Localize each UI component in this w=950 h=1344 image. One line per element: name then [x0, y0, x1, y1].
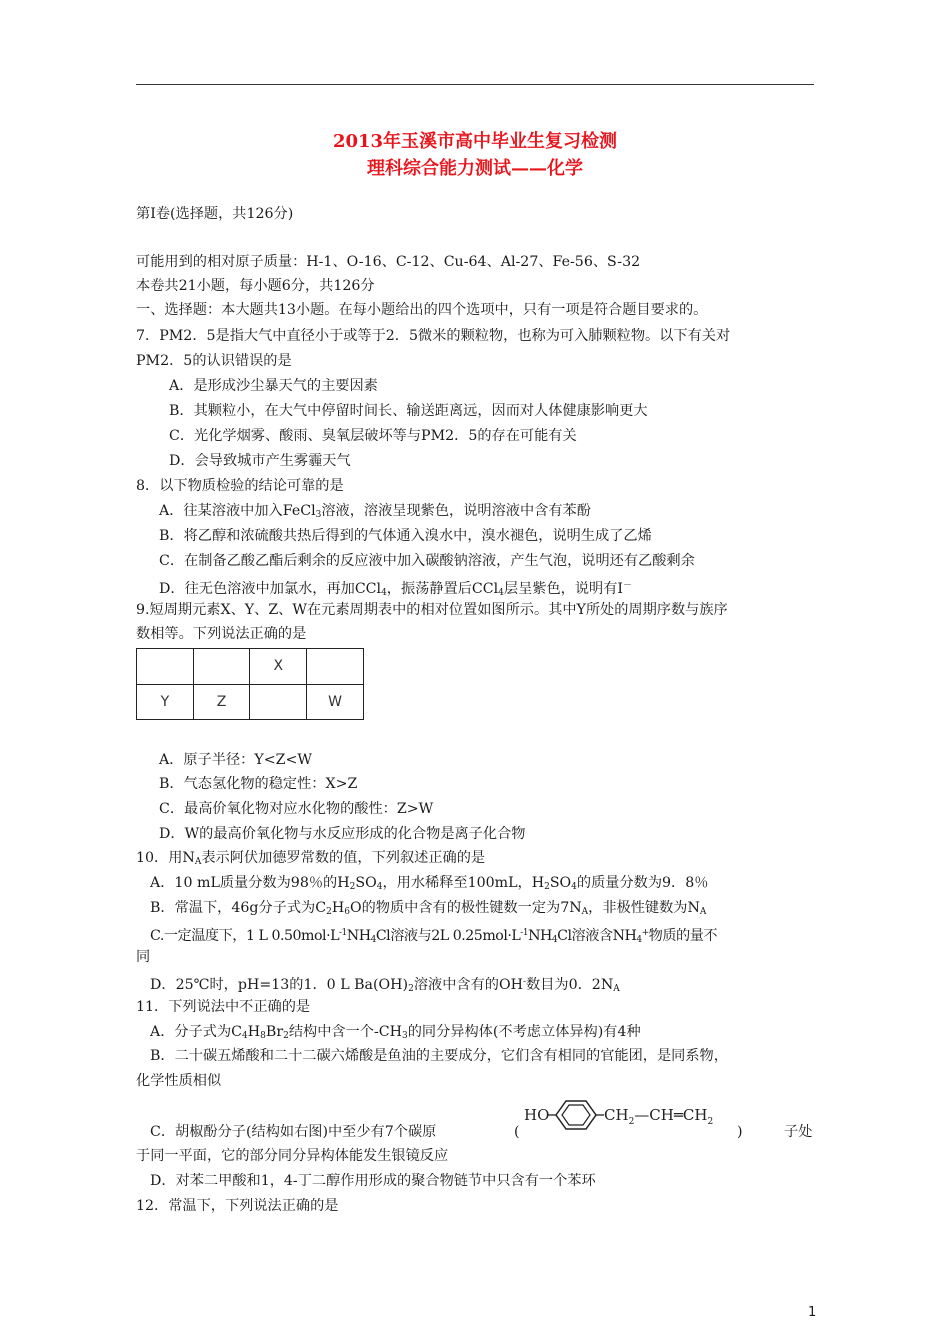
cell-x: X	[250, 649, 307, 685]
q11-option-b-1: B．二十碳五烯酸和二十二碳六烯酸是鱼油的主要成分，它们含有相同的官能团，是同系物，	[150, 1048, 728, 1064]
q10-stem: 10．用$N_A$表示阿伏加德罗常数的值，下列叙述正确的是	[136, 850, 486, 867]
top-rule	[136, 84, 814, 85]
q11-option-c-rparen: )	[737, 1124, 743, 1140]
q10-option-d: D．25℃时，pH=13的1．0 L $Ba(OH)_2$溶液中含有的OH-数目为0．$2N_A$	[150, 977, 620, 994]
q11-option-a: A．分子式为$C_4H_8Br_2$结构中含一个$-CH_3$的同分异构体(不考虑立体异构)有4种	[150, 1024, 641, 1041]
table-cell	[250, 684, 307, 720]
cell-w: W	[307, 684, 364, 720]
q10-option-c: C.一定温度下，1 L $0.50mol\cdot L^{-1}NH_4Cl$溶液与2L $0.25mol\cdot L^{-1}NH_4Cl$溶液含$NH_4^+$物质的量不	[150, 928, 718, 945]
table-cell	[137, 649, 194, 685]
q11-option-b-2: 化学性质相似	[136, 1073, 222, 1089]
benzene-ring-inner	[562, 1105, 590, 1125]
q9-option-d: D．W的最高价氧化物与水反应形成的化合物是离子化合物	[159, 826, 526, 842]
table-cell	[307, 649, 364, 685]
q7-option-b: B．其颗粒小，在大气中停留时间长、输送距离远，因而对人体健康影响更大	[169, 403, 648, 419]
q8-option-c: C．在制备乙酸乙酯后剩余的反应液中加入碳酸钠溶液，产生气泡，说明还有乙酸剩余	[159, 553, 695, 569]
q8-option-d: D．往无色溶液中加氯水，再加CCl$_4$，振荡静置后CCl$_4$层呈紫色，说明有I－	[159, 581, 633, 598]
title-line-2: 理科综合能力测试——化学	[367, 158, 583, 179]
question-count: 本卷共21小题，每小题6分，共126分	[136, 278, 375, 294]
q9-option-a: A．原子半径：Y<Z<W	[159, 752, 312, 768]
instructions: 一、选择题：本大题共13小题。在每小题给出的四个选项中，只有一项是符合题目要求的。	[136, 302, 708, 318]
chavicol-structure	[524, 1096, 746, 1132]
q7-option-a: A．是形成沙尘暴天气的主要因素	[169, 378, 378, 394]
q9-stem-1: 9.短周期元素X、Y、Z、W在元素周期表中的相对位置如图所示。其中Y所处的周期序数与族序	[136, 602, 728, 618]
q8-option-b: B．将乙醇和浓硫酸共热后得到的气体通入溴水中，溴水褪色，说明生成了乙烯	[159, 528, 652, 544]
q11-stem: 11．下列说法中不正确的是	[136, 999, 311, 1015]
table-cell	[193, 649, 250, 685]
q7-stem-2: PM2．5的认识错误的是	[136, 353, 292, 369]
structure-chain: $CH_2—CH═CH_2$	[604, 1106, 714, 1127]
q10-option-a: A．10 mL质量分数为98％的$H_2SO_4$，用水稀释至100mL，$H_2SO_4$的质量分数为9．8％	[150, 875, 709, 892]
q9-option-b: B．气态氢化物的稳定性：X>Z	[159, 776, 358, 792]
periodic-position-table	[136, 648, 364, 720]
cell-y: Y	[137, 684, 194, 720]
q9-stem-2: 数相等。下列说法正确的是	[136, 626, 307, 642]
cell-z: Z	[193, 684, 250, 720]
section-heading: 第Ⅰ卷(选择题，共126分)	[136, 206, 294, 222]
page-number: 1	[808, 1305, 817, 1320]
q7-option-d: D．会导致城市产生雾霾天气	[169, 453, 351, 469]
title-line-1: 2013年玉溪市高中毕业生复习检测	[332, 131, 618, 152]
q8-stem: 8．以下物质检验的结论可靠的是	[136, 478, 344, 494]
atomic-masses: 可能用到的相对原子质量：H-1、O-16、C-12、Cu-64、Al-27、Fe-56、S-32	[136, 254, 641, 270]
q11-option-c-tail: 子处	[784, 1124, 813, 1140]
q7-option-c: C．光化学烟雾、酸雨、臭氧层破坏等与PM2．5的存在可能有关	[169, 428, 577, 444]
q10-option-c-wrap: 同	[136, 949, 151, 965]
q8-option-a: A．往某溶液中加入FeCl$_3$溶液，溶液呈现紫色，说明溶液中含有苯酚	[159, 503, 591, 520]
structure-ho-label: HO	[524, 1106, 550, 1124]
q12-stem: 12．常温下，下列说法正确的是	[136, 1198, 339, 1214]
q9-option-c: C．最高价氧化物对应水化物的酸性：Z>W	[159, 801, 434, 817]
q11-option-c-2: 于同一平面，它的部分同分异构体能发生银镜反应	[136, 1148, 449, 1164]
q11-option-c-1: C．胡椒酚分子(结构如右图)中至少有7个碳原	[150, 1124, 437, 1140]
q7-stem-1: 7．PM2．5是指大气中直径小于或等于2．5微米的颗粒物，也称为可入肺颗粒物。以下有关对	[136, 328, 731, 344]
q11-option-c-lparen: (	[514, 1124, 520, 1140]
q10-option-b: B．常温下，46g分子式为$C_2H_6O$的物质中含有的极性键数一定为$7N_A$，非极性键数为$N_A$	[150, 900, 707, 917]
q11-option-d: D．对苯二甲酸和1，4-丁二醇作用形成的聚合物链节中只含有一个苯环	[150, 1173, 596, 1189]
